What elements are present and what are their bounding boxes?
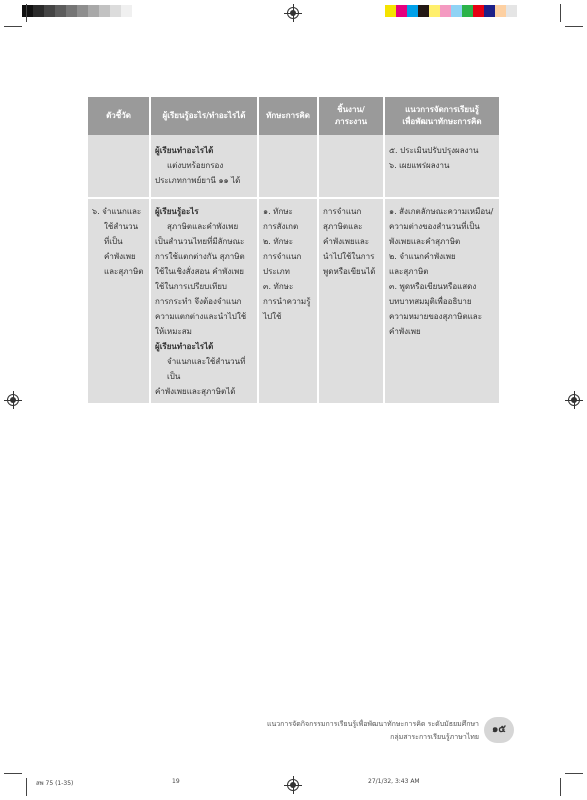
process-swatch [473, 5, 484, 17]
process-swatch [429, 5, 440, 17]
process-swatch [506, 5, 517, 17]
footer-book-title: แนวการจัดกิจกรรมการเรียนรู้เพื่อพัฒนาทักษะการคิด ระดับมัธยมศึกษา [266, 720, 479, 728]
cell-line: ให้เหมะสม [155, 327, 192, 336]
cell-line: ที่เป็น [104, 237, 123, 246]
cell-line: การสังเกต [263, 222, 299, 231]
cell-heading: ผู้เรียนทำอะไรได้ [155, 146, 214, 155]
cell-line: นำไปใช้ในการ [323, 252, 375, 261]
process-swatch [440, 5, 451, 17]
gray-swatch [88, 5, 99, 17]
cell-line: พูดหรือเขียนได้ [323, 267, 376, 276]
registration-mark-bottom [284, 776, 302, 794]
process-swatch [418, 5, 429, 17]
print-slug-file: สพ 75 (1-35) [36, 780, 74, 787]
table-cell [258, 135, 318, 198]
crop-mark [4, 26, 22, 27]
cell-line: และสุภาษิต [104, 267, 144, 276]
table-cell [384, 135, 499, 198]
table-cell [88, 198, 150, 403]
table-cell [258, 198, 318, 403]
process-swatch [484, 5, 495, 17]
table-row [88, 198, 499, 403]
crop-mark [26, 778, 27, 796]
table-row [88, 135, 499, 198]
cell-line: ๒. จำแนกคำพังเพย [389, 252, 456, 261]
cell-line: ๑. สังเกตลักษณะความเหมือน/ [389, 207, 494, 216]
cell-line: แต่งบทร้อยกรอง [167, 161, 224, 170]
cell-line: ๖. จำแนกและ [92, 207, 142, 216]
cell-line: ประเภทกาพย์ยานี ๑๑ ได้ [155, 176, 241, 185]
table-cell [384, 198, 499, 403]
gray-swatch [66, 5, 77, 17]
gray-swatch [132, 5, 143, 17]
cell-line: ใช้ในเชิงสั่งสอน คำพังเพย [155, 267, 244, 276]
page-number-badge: ๑๕ [484, 717, 514, 743]
gray-swatch [110, 5, 121, 17]
cell-line: การจำแนก [323, 207, 362, 216]
cell-line: ใช้สำนวน [104, 222, 139, 231]
gray-swatch [99, 5, 110, 17]
table-header-row [88, 97, 499, 135]
grayscale-color-bar [22, 5, 143, 17]
cell-line: พังเพยและคำสุภาษิต [389, 237, 461, 246]
cell-line: และสุภาษิต [389, 267, 429, 276]
cell-line: คำพังเพย [389, 327, 421, 336]
cell-line: คำพังเพย [104, 252, 136, 261]
header-indicator: ตัวชี้วัด [88, 97, 150, 135]
crop-mark [560, 778, 561, 796]
crop-mark [565, 26, 583, 27]
process-swatch [451, 5, 462, 17]
gray-swatch [55, 5, 66, 17]
process-swatch [396, 5, 407, 17]
cell-line: การนำความรู้ [263, 297, 311, 306]
cell-line: สุภาษิตและคำพังเพย [167, 222, 239, 231]
table-cell [318, 198, 384, 403]
process-swatch [495, 5, 506, 17]
cell-line: ความหมายของสุภาษิตและ [389, 312, 482, 321]
print-slug-timestamp: 27/1/32, 3:43 AM [368, 778, 420, 785]
table-cell [150, 198, 258, 403]
learning-plan-table [88, 97, 499, 403]
cell-line: ๖. เผยแพร่ผลงาน [389, 161, 450, 170]
registration-mark-top [284, 4, 302, 22]
crop-mark [26, 4, 27, 22]
crop-mark [560, 4, 561, 22]
cell-line: ไปใช้ [263, 312, 282, 321]
header-what-learned: ผู้เรียนรู้อะไร/ทำอะไรได้ [150, 97, 258, 135]
process-swatch [462, 5, 473, 17]
cell-line: ความแตกต่างและนำไปใช้ [155, 312, 247, 321]
header-teaching-approach: แนวการจัดการเรียนรู้ เพื่อพัฒนาทักษะการคิด [384, 97, 499, 135]
cell-line: การจำแนก [263, 252, 302, 261]
cell-line: การใช้แตกต่างกัน สุภาษิต [155, 252, 245, 261]
cell-line: จำแนกและใช้สำนวนที่เป็น [167, 357, 246, 381]
cell-line: บทบาทสมมุติเพื่ออธิบาย [389, 297, 472, 306]
cell-line: ใช้ในการเปรียบเทียบ [155, 282, 227, 291]
header-thinking-skill: ทักษะการคิด [258, 97, 318, 135]
cell-line: คำพังเพยและ [323, 237, 370, 246]
gray-swatch [77, 5, 88, 17]
registration-mark-right [565, 391, 583, 409]
process-swatch [385, 5, 396, 17]
cell-line: ๓. ทักษะ [263, 282, 294, 291]
cell-line: คำพังเพยและสุภาษิตได้ [155, 387, 236, 396]
registration-mark-left [4, 391, 22, 409]
cell-line: ๑. ทักษะ [263, 207, 293, 216]
gray-swatch [121, 5, 132, 17]
cell-line: การกระทำ จึงต้องจำแนก [155, 297, 242, 306]
cell-heading: ผู้เรียนทำอะไรได้ [155, 342, 214, 351]
table-cell [318, 135, 384, 198]
cell-line: ๒. ทักษะ [263, 237, 294, 246]
process-color-bar [385, 5, 517, 17]
cell-line: ประเภท [263, 267, 290, 276]
print-slug-page: 19 [172, 778, 180, 785]
header-workpiece: ชิ้นงาน/ ภาระงาน [318, 97, 384, 135]
table-cell [150, 135, 258, 198]
crop-mark [565, 773, 583, 774]
cell-line: สุภาษิตและ [323, 222, 363, 231]
gray-swatch [44, 5, 55, 17]
cell-line: ๓. พูดหรือเขียนหรือแสดง [389, 282, 477, 291]
footer-subject-group: กลุ่มสาระการเรียนรู้ภาษาไทย [390, 733, 479, 741]
process-swatch [407, 5, 418, 17]
gray-swatch [33, 5, 44, 17]
cell-line: เป็นสำนวนไทยที่มีลักษณะ [155, 237, 245, 246]
cell-line: ความต่างของสำนวนที่เป็น [389, 222, 480, 231]
cell-heading: ผู้เรียนรู้อะไร [155, 207, 199, 216]
cell-line: ๕. ประเมินปรับปรุงผลงาน [389, 146, 479, 155]
table-cell [88, 135, 150, 198]
crop-mark [4, 773, 22, 774]
gray-swatch [22, 5, 33, 17]
